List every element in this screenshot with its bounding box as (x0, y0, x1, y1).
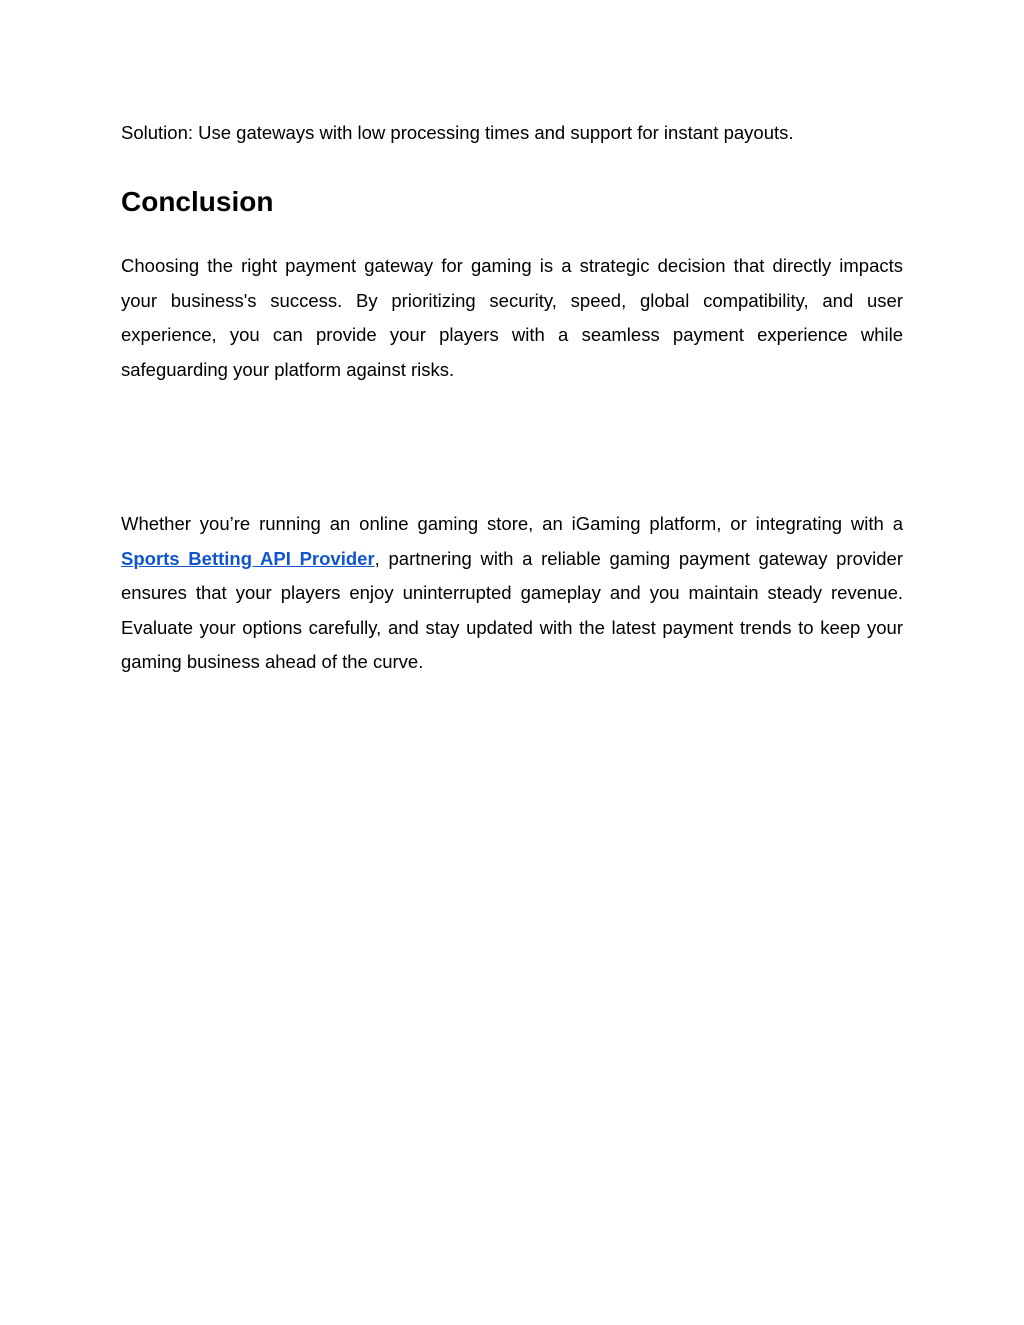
conclusion-paragraph-2 (121, 507, 903, 680)
solution-text: Solution: Use gateways with low processing times and support for instant payouts. (121, 122, 794, 143)
sports-betting-api-provider-link[interactable]: Sports Betting API Provider (121, 547, 375, 569)
paragraph-2-text-before-link: Whether you’re running an online gaming store, an iGaming platform, or integrating with a (121, 513, 903, 534)
section-heading: Conclusion (121, 186, 274, 217)
paragraph-2-text-after-link: , partnering with a reliable gaming payment gateway provider ensures that your players enjoy uninterrupted gameplay and you maintain steady revenue. Evaluate your options carefully, and stay updated with the latest payment trends to keep your gaming business ahead of the curve. (121, 547, 903, 673)
document-page (121, 116, 903, 673)
conclusion-paragraph-1: Choosing the right payment gateway for gaming is a strategic decision that directly impacts your business's success. By prioritizing security, speed, global compatibility, and user experience, you can provide your players with a seamless payment experience while safeguarding your platform against risks. (121, 255, 903, 380)
